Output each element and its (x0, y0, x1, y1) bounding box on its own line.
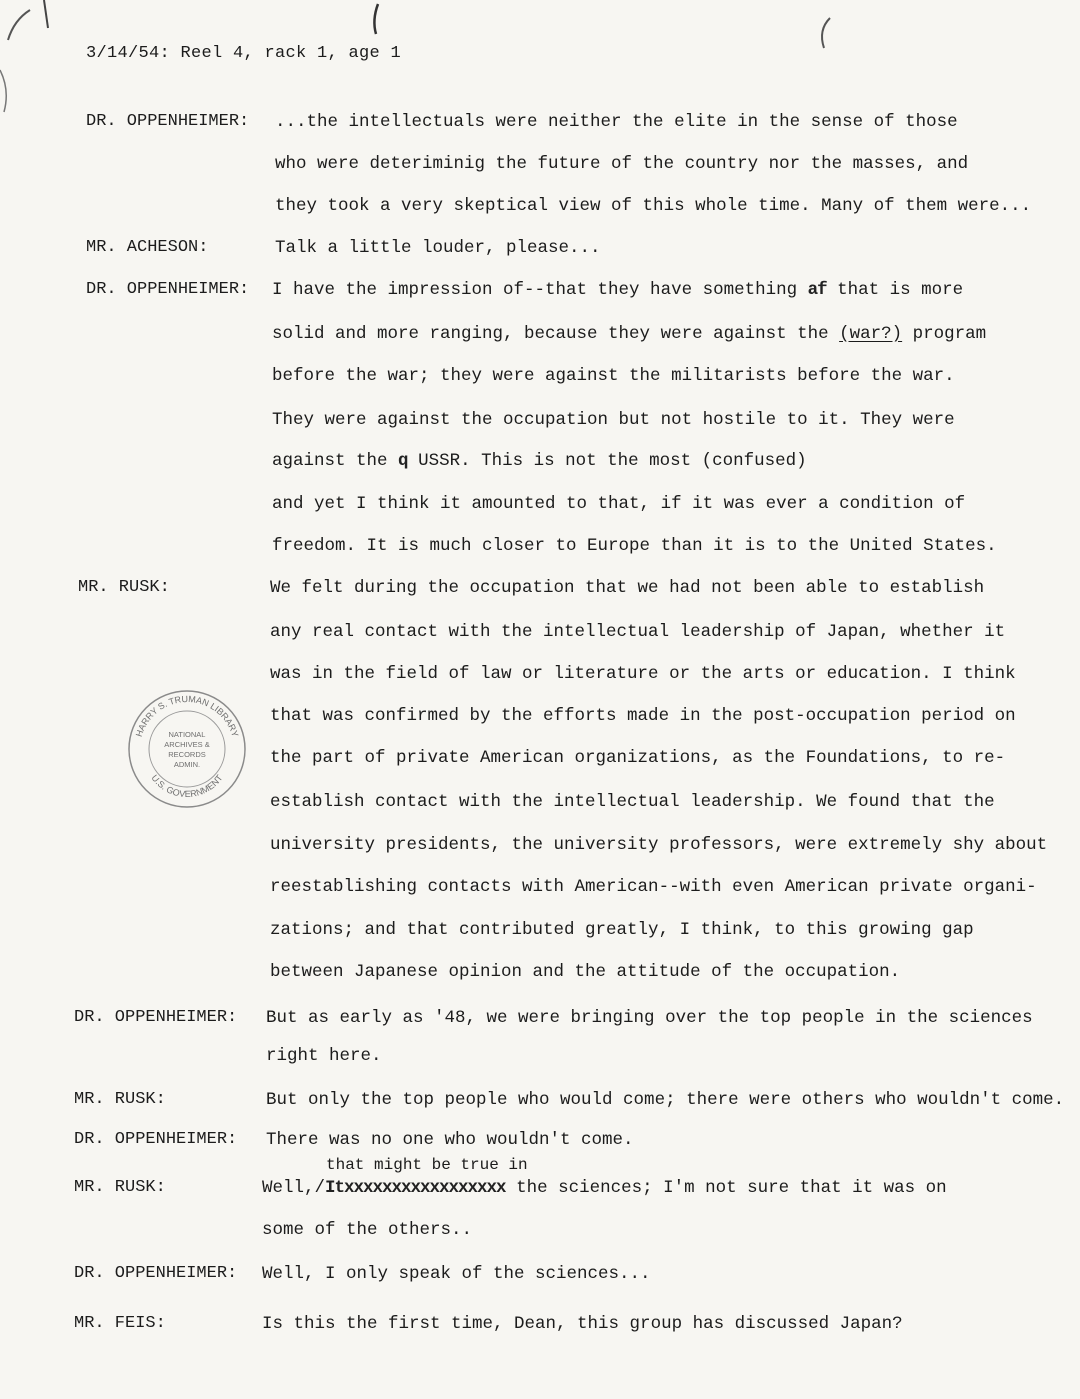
transcript-line: they took a very skeptical view of this whole time. Many of them were... (275, 196, 1032, 216)
transcript-line: But as early as '48, we were bringing over the top people in the sciences (266, 1008, 1033, 1028)
struck-text: Itxxxxxxxxxxxxxxxxx (325, 1178, 506, 1198)
stamp-bottom-text: U.S. GOVERNMENT (149, 772, 225, 800)
transcript-line: the part of private American organizations, as the Foundations, to re- (270, 748, 1006, 768)
line-text: against the (272, 451, 388, 471)
struck-text: q (398, 451, 408, 471)
transcript-line: between Japanese opinion and the attitude of the occupation. (270, 962, 901, 982)
transcript-line: But only the top people who would come; there were others who wouldn't come. (266, 1090, 1065, 1110)
struck-text: af (807, 280, 827, 300)
speaker-label: DR. OPPENHEIMER: (86, 112, 250, 131)
speaker-label: MR. RUSK: (74, 1090, 166, 1109)
stamp-arc-text: HARRY S. TRUMAN LIBRARY (133, 693, 241, 739)
transcript-line: There was no one who wouldn't come. (266, 1130, 634, 1150)
transcript-line: zations; and that contributed greatly, I think, to this growing gap (270, 920, 974, 940)
speaker-label: DR. OPPENHEIMER: (74, 1008, 238, 1027)
speaker-label: DR. OPPENHEIMER: (74, 1264, 238, 1283)
transcript-line: any real contact with the intellectual leadership of Japan, whether it (270, 622, 1006, 642)
transcript-line (272, 280, 963, 300)
line-text: program (912, 324, 987, 344)
transcript-line: right here. (266, 1046, 382, 1066)
transcript-line: establish contact with the intellectual leadership. We found that the (270, 792, 995, 812)
stamp-center-text: ADMIN. (173, 760, 201, 769)
transcript-line: before the war; they were against the militarists before the war. (272, 366, 955, 386)
transcript-line: university presidents, the university professors, were extremely shy about (270, 835, 1048, 855)
stamp-center-text: RECORDS (168, 750, 206, 759)
speaker-label: MR. ACHESON: (86, 238, 209, 257)
transcript-line: was in the field of law or literature or the arts or education. I think (270, 664, 1016, 684)
line-text: Well,/ (262, 1178, 326, 1198)
archive-stamp (126, 688, 248, 810)
transcript-line: reestablishing contacts with American--with even American private organi- (270, 877, 1037, 897)
transcript-line: ...the intellectuals were neither the elite in the sense of those (275, 112, 958, 132)
transcript-line (272, 451, 807, 471)
transcript-line: They were against the occupation but not hostile to it. They were (272, 410, 955, 430)
line-text: I have the impression of--that they have something (272, 280, 798, 300)
transcript-line: who were deteriminig the future of the country nor the masses, and (275, 154, 969, 174)
transcript-line: freedom. It is much closer to Europe than it is to the United States. (272, 536, 997, 556)
speaker-label: MR. RUSK: (78, 578, 170, 597)
transcript-line: some of the others.. (262, 1220, 473, 1240)
speaker-label: DR. OPPENHEIMER: (74, 1130, 238, 1149)
underlined-text: (war?) (839, 324, 903, 344)
transcript-line: and yet I think it amounted to that, if it was ever a condition of (272, 494, 966, 514)
speaker-label: MR. FEIS: (74, 1314, 166, 1333)
stamp-center-text: NATIONAL (168, 730, 206, 739)
handwritten-insert: that might be true in (326, 1156, 528, 1174)
transcript-line: Is this the first time, Dean, this group has discussed Japan? (262, 1314, 903, 1334)
line-text: USSR. This is not the most (confused) (418, 451, 807, 471)
speaker-label: MR. RUSK: (74, 1178, 166, 1197)
transcript-line: Talk a little louder, please... (275, 238, 601, 258)
page-header: 3/14/54: Reel 4, rack 1, age 1 (86, 44, 402, 63)
line-text: that is more (837, 280, 964, 300)
line-text: the sciences; I'm not sure that it was on (505, 1178, 947, 1198)
stamp-center-text: ARCHIVES & (164, 740, 210, 749)
transcript-line: We felt during the occupation that we had not been able to establish (270, 578, 985, 598)
line-text: solid and more ranging, because they were against the (272, 324, 829, 344)
transcript-line (272, 324, 986, 344)
transcript-line (262, 1178, 947, 1198)
speaker-label: DR. OPPENHEIMER: (86, 280, 250, 299)
transcript-line: Well, I only speak of the sciences... (262, 1264, 651, 1284)
transcript-line: that was confirmed by the efforts made in the post-occupation period on (270, 706, 1016, 726)
